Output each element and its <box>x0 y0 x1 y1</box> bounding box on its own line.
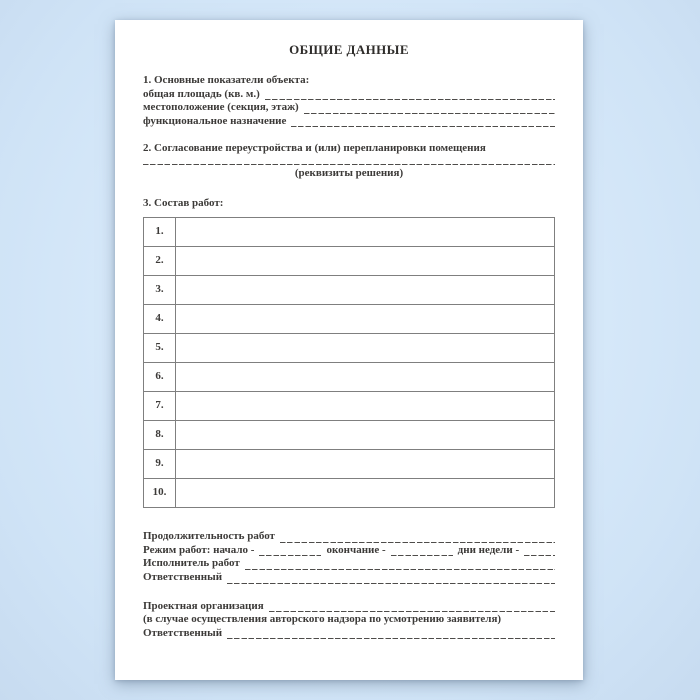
row-content-cell <box>176 363 555 392</box>
section-4 <box>143 530 555 584</box>
work-mode-end-label: окончание - <box>326 543 386 556</box>
responsible-label: Ответственный <box>143 570 223 583</box>
field-functional-purpose-blank-line <box>291 115 555 127</box>
field-location <box>143 101 555 115</box>
page-title: ОБЩИЕ ДАННЫЕ <box>289 42 409 57</box>
row-number-cell: 2. <box>144 247 176 276</box>
work-mode-end-blank-line <box>391 544 453 556</box>
row-number-cell: 8. <box>144 421 176 450</box>
works-table-row <box>144 392 555 421</box>
field-location-blank-line <box>304 102 555 114</box>
row-number-cell: 4. <box>144 305 176 334</box>
work-mode-start-label: Режим работ: начало - <box>143 543 255 556</box>
work-mode-field <box>143 544 555 558</box>
decision-blank-line <box>143 156 555 165</box>
works-table <box>143 217 555 508</box>
works-table-row <box>144 218 555 247</box>
section-3-heading: 3. Состав работ: <box>143 196 224 209</box>
row-content-cell <box>176 479 555 508</box>
works-table-row <box>144 305 555 334</box>
project-org-field <box>143 600 555 614</box>
row-content-cell <box>176 247 555 276</box>
row-number-cell: 1. <box>144 218 176 247</box>
row-number-cell: 9. <box>144 450 176 479</box>
section-1 <box>143 74 555 128</box>
duration-field <box>143 530 555 544</box>
row-content-cell <box>176 276 555 305</box>
work-mode-days-blank-line <box>524 544 555 556</box>
field-total-area <box>143 88 555 102</box>
work-mode-start-blank-line <box>259 544 321 556</box>
works-table-row <box>144 421 555 450</box>
document-page <box>115 20 583 680</box>
row-content-cell <box>176 392 555 421</box>
contractor-blank-line <box>245 558 555 570</box>
section-5 <box>143 600 555 641</box>
responsible2-field <box>143 627 555 641</box>
responsible2-label: Ответственный <box>143 626 223 639</box>
works-table-row <box>144 363 555 392</box>
project-org-label: Проектная организация <box>143 599 264 612</box>
section-2 <box>143 142 555 180</box>
works-table-row <box>144 450 555 479</box>
field-total-area-label: общая площадь (кв. м.) <box>143 87 260 100</box>
field-functional-purpose <box>143 115 555 129</box>
row-content-cell <box>176 421 555 450</box>
works-table-row <box>144 334 555 363</box>
section-2-heading: 2. Согласование переустройства и (или) перепланировки помещения <box>143 142 486 155</box>
field-functional-purpose-label: функциональное назначение <box>143 114 287 127</box>
row-number-cell: 3. <box>144 276 176 305</box>
contractor-field <box>143 557 555 571</box>
duration-blank-line <box>280 531 555 543</box>
contractor-label: Исполнитель работ <box>143 557 240 570</box>
row-number-cell: 7. <box>144 392 176 421</box>
row-number-cell: 10. <box>144 479 176 508</box>
decision-caption: (реквизиты решения) <box>294 166 404 179</box>
works-table-row <box>144 479 555 508</box>
project-org-note: (в случае осуществления авторского надзора по усмотрению заявителя) <box>143 613 502 626</box>
duration-label: Продолжительность работ <box>143 530 275 543</box>
row-content-cell <box>176 334 555 363</box>
row-number-cell: 5. <box>144 334 176 363</box>
section-1-heading: 1. Основные показатели объекта: <box>143 74 310 86</box>
responsible2-blank-line <box>227 627 555 639</box>
works-table-row <box>144 247 555 276</box>
row-content-cell <box>176 305 555 334</box>
works-table-row <box>144 276 555 305</box>
row-content-cell <box>176 218 555 247</box>
row-content-cell <box>176 450 555 479</box>
field-total-area-blank-line <box>265 88 555 100</box>
field-location-label: местоположение (секция, этаж) <box>143 101 299 114</box>
responsible-blank-line <box>227 572 555 584</box>
row-number-cell: 6. <box>144 363 176 392</box>
work-mode-days-label: дни недели - <box>457 543 520 556</box>
responsible-field <box>143 571 555 585</box>
project-org-blank-line <box>269 600 555 612</box>
